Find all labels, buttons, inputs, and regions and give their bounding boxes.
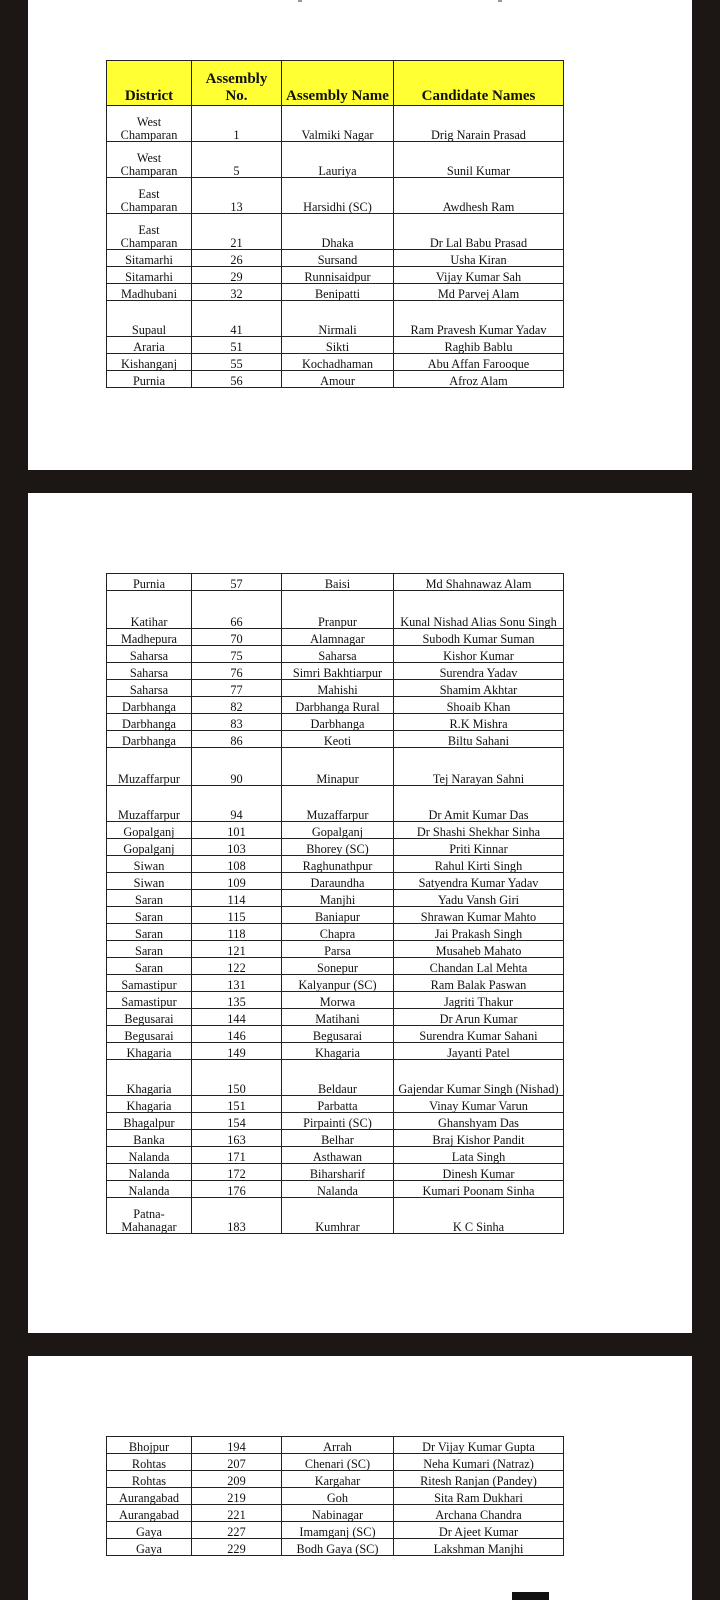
cell-assembly-name: Valmiki Nagar xyxy=(282,106,394,142)
scan-artifact xyxy=(512,1592,549,1600)
cell-assembly-name: Dhaka xyxy=(282,214,394,250)
table-row xyxy=(107,337,564,354)
cell-district: Gaya xyxy=(107,1539,192,1556)
table-row xyxy=(107,958,564,975)
header-district: District xyxy=(107,61,192,106)
candidate-table-page-2 xyxy=(106,573,564,1234)
cell-assembly-no: 144 xyxy=(192,1009,282,1026)
cell-assembly-no: 55 xyxy=(192,354,282,371)
cell-candidate-name: Ram Balak Paswan xyxy=(394,975,564,992)
cell-district: Purnia xyxy=(107,574,192,591)
cell-district: Katihar xyxy=(107,591,192,629)
cell-district: Aurangabad xyxy=(107,1505,192,1522)
cell-candidate-name: Shrawan Kumar Mahto xyxy=(394,907,564,924)
header-candidate-names: Candidate Names xyxy=(394,61,564,106)
table-row xyxy=(107,1437,564,1454)
header-assembly-name: Assembly Name xyxy=(282,61,394,106)
cell-assembly-no: 122 xyxy=(192,958,282,975)
cell-assembly-no: 207 xyxy=(192,1454,282,1471)
cell-assembly-no: 94 xyxy=(192,786,282,822)
cell-district: East Champaran xyxy=(107,214,192,250)
cell-candidate-name: Jagriti Thakur xyxy=(394,992,564,1009)
cell-assembly-name: Manjhi xyxy=(282,890,394,907)
cell-assembly-no: 101 xyxy=(192,822,282,839)
cell-district: Saran xyxy=(107,958,192,975)
table-body xyxy=(107,1437,564,1556)
table-row xyxy=(107,284,564,301)
cell-assembly-name: Kargahar xyxy=(282,1471,394,1488)
cell-district: Sitamarhi xyxy=(107,250,192,267)
table-row xyxy=(107,731,564,748)
cell-district: Darbhanga xyxy=(107,714,192,731)
table-row xyxy=(107,354,564,371)
document-page-3 xyxy=(28,1356,692,1600)
document-page-2 xyxy=(28,493,692,1333)
cell-candidate-name: Jai Prakash Singh xyxy=(394,924,564,941)
cell-district: Banka xyxy=(107,1130,192,1147)
cell-assembly-no: 146 xyxy=(192,1026,282,1043)
cell-candidate-name: Vinay Kumar Varun xyxy=(394,1096,564,1113)
table-row xyxy=(107,941,564,958)
cell-assembly-name: Asthawan xyxy=(282,1147,394,1164)
cell-candidate-name: Abu Affan Farooque xyxy=(394,354,564,371)
cell-assembly-no: 150 xyxy=(192,1060,282,1096)
cell-assembly-name: Amour xyxy=(282,371,394,388)
cell-assembly-name: Nirmali xyxy=(282,301,394,337)
cell-candidate-name: Rahul Kirti Singh xyxy=(394,856,564,873)
cell-candidate-name: Md Parvej Alam xyxy=(394,284,564,301)
cell-district: Purnia xyxy=(107,371,192,388)
cell-candidate-name: Afroz Alam xyxy=(394,371,564,388)
cell-candidate-name: Vijay Kumar Sah xyxy=(394,267,564,284)
cell-assembly-no: 103 xyxy=(192,839,282,856)
cell-assembly-no: 32 xyxy=(192,284,282,301)
table-body xyxy=(107,574,564,1234)
table-row xyxy=(107,1130,564,1147)
table-row xyxy=(107,839,564,856)
table-row xyxy=(107,178,564,214)
cell-district: Rohtas xyxy=(107,1454,192,1471)
cell-assembly-no: 75 xyxy=(192,646,282,663)
cell-assembly-no: 82 xyxy=(192,697,282,714)
cell-assembly-no: 154 xyxy=(192,1113,282,1130)
cell-assembly-name: Chapra xyxy=(282,924,394,941)
cell-assembly-no: 172 xyxy=(192,1164,282,1181)
cell-assembly-no: 41 xyxy=(192,301,282,337)
cell-assembly-no: 121 xyxy=(192,941,282,958)
cell-district: Sitamarhi xyxy=(107,267,192,284)
cell-assembly-no: 227 xyxy=(192,1522,282,1539)
cell-district: Araria xyxy=(107,337,192,354)
cell-district: Patna- Mahanagar xyxy=(107,1198,192,1234)
cell-candidate-name: Sunil Kumar xyxy=(394,142,564,178)
cell-assembly-no: 151 xyxy=(192,1096,282,1113)
table-row xyxy=(107,786,564,822)
cell-assembly-no: 183 xyxy=(192,1198,282,1234)
cell-assembly-no: 115 xyxy=(192,907,282,924)
table-row xyxy=(107,714,564,731)
cell-district: Saharsa xyxy=(107,646,192,663)
cell-assembly-no: 66 xyxy=(192,591,282,629)
cell-assembly-no: 5 xyxy=(192,142,282,178)
table-row xyxy=(107,142,564,178)
cell-district: Muzaffarpur xyxy=(107,748,192,786)
cell-assembly-name: Begusarai xyxy=(282,1026,394,1043)
cell-district: Bhojpur xyxy=(107,1437,192,1454)
cell-candidate-name: Dr Arun Kumar xyxy=(394,1009,564,1026)
cell-assembly-name: Matihani xyxy=(282,1009,394,1026)
cell-assembly-name: Kalyanpur (SC) xyxy=(282,975,394,992)
cell-candidate-name: Ghanshyam Das xyxy=(394,1113,564,1130)
cell-assembly-no: 86 xyxy=(192,731,282,748)
cell-assembly-name: Daraundha xyxy=(282,873,394,890)
table-header-row xyxy=(107,61,564,106)
cell-candidate-name: Kunal Nishad Alias Sonu Singh xyxy=(394,591,564,629)
cell-assembly-name: Khagaria xyxy=(282,1043,394,1060)
table-row xyxy=(107,1009,564,1026)
table-row xyxy=(107,1522,564,1539)
table-row xyxy=(107,1060,564,1096)
cell-district: Aurangabad xyxy=(107,1488,192,1505)
scan-mark xyxy=(298,0,302,2)
cell-candidate-name: Surendra Kumar Sahani xyxy=(394,1026,564,1043)
table-row xyxy=(107,214,564,250)
candidate-table-page-3 xyxy=(106,1436,564,1556)
cell-assembly-name: Bodh Gaya (SC) xyxy=(282,1539,394,1556)
cell-candidate-name: Kumari Poonam Sinha xyxy=(394,1181,564,1198)
cell-candidate-name: Dr Vijay Kumar Gupta xyxy=(394,1437,564,1454)
cell-candidate-name: Shamim Akhtar xyxy=(394,680,564,697)
table-row xyxy=(107,697,564,714)
cell-assembly-name: Nalanda xyxy=(282,1181,394,1198)
table-row xyxy=(107,975,564,992)
table-row xyxy=(107,1181,564,1198)
cell-assembly-no: 70 xyxy=(192,629,282,646)
cell-candidate-name: Sita Ram Dukhari xyxy=(394,1488,564,1505)
cell-assembly-no: 51 xyxy=(192,337,282,354)
cell-district: Saharsa xyxy=(107,680,192,697)
cell-candidate-name: Dr Ajeet Kumar xyxy=(394,1522,564,1539)
table-row xyxy=(107,250,564,267)
header-assembly-no: Assembly No. xyxy=(192,61,282,106)
table-row xyxy=(107,106,564,142)
cell-assembly-name: Harsidhi (SC) xyxy=(282,178,394,214)
cell-candidate-name: R.K Mishra xyxy=(394,714,564,731)
cell-district: Nalanda xyxy=(107,1147,192,1164)
cell-candidate-name: Dr Amit Kumar Das xyxy=(394,786,564,822)
cell-assembly-name: Benipatti xyxy=(282,284,394,301)
cell-assembly-no: 209 xyxy=(192,1471,282,1488)
cell-candidate-name: Shoaib Khan xyxy=(394,697,564,714)
cell-district: Begusarai xyxy=(107,1009,192,1026)
cell-candidate-name: Musaheb Mahato xyxy=(394,941,564,958)
cell-candidate-name: Surendra Yadav xyxy=(394,663,564,680)
table-row xyxy=(107,1454,564,1471)
table-row xyxy=(107,856,564,873)
table-row xyxy=(107,1096,564,1113)
cell-district: Saran xyxy=(107,907,192,924)
cell-assembly-no: 194 xyxy=(192,1437,282,1454)
table-row xyxy=(107,748,564,786)
cell-assembly-name: Mahishi xyxy=(282,680,394,697)
table-row xyxy=(107,1198,564,1234)
table-row xyxy=(107,873,564,890)
cell-district: Saran xyxy=(107,924,192,941)
cell-assembly-no: 135 xyxy=(192,992,282,1009)
table-row xyxy=(107,1043,564,1060)
cell-assembly-name: Darbhanga Rural xyxy=(282,697,394,714)
cell-candidate-name: Chandan Lal Mehta xyxy=(394,958,564,975)
cell-assembly-name: Lauriya xyxy=(282,142,394,178)
table-row xyxy=(107,1505,564,1522)
cell-candidate-name: Lata Singh xyxy=(394,1147,564,1164)
cell-candidate-name: Biltu Sahani xyxy=(394,731,564,748)
cell-candidate-name: K C Sinha xyxy=(394,1198,564,1234)
cell-district: Samastipur xyxy=(107,975,192,992)
cell-assembly-name: Kumhrar xyxy=(282,1198,394,1234)
cell-district: Saran xyxy=(107,890,192,907)
cell-assembly-name: Raghunathpur xyxy=(282,856,394,873)
table-row xyxy=(107,629,564,646)
cell-assembly-no: 219 xyxy=(192,1488,282,1505)
cell-assembly-no: 176 xyxy=(192,1181,282,1198)
cell-assembly-name: Baniapur xyxy=(282,907,394,924)
cell-district: Saharsa xyxy=(107,663,192,680)
table-row xyxy=(107,680,564,697)
cell-assembly-no: 90 xyxy=(192,748,282,786)
cell-district: Saran xyxy=(107,941,192,958)
cell-assembly-no: 21 xyxy=(192,214,282,250)
table-row xyxy=(107,371,564,388)
cell-district: Gopalganj xyxy=(107,822,192,839)
cell-assembly-name: Belhar xyxy=(282,1130,394,1147)
cell-assembly-no: 109 xyxy=(192,873,282,890)
cell-candidate-name: Subodh Kumar Suman xyxy=(394,629,564,646)
cell-assembly-no: 118 xyxy=(192,924,282,941)
table-body xyxy=(107,106,564,388)
cell-assembly-name: Pirpainti (SC) xyxy=(282,1113,394,1130)
table-row xyxy=(107,591,564,629)
cell-candidate-name: Raghib Bablu xyxy=(394,337,564,354)
cell-assembly-name: Morwa xyxy=(282,992,394,1009)
cell-assembly-no: 229 xyxy=(192,1539,282,1556)
cell-assembly-name: Kochadhaman xyxy=(282,354,394,371)
cell-district: Siwan xyxy=(107,856,192,873)
cell-candidate-name: Jayanti Patel xyxy=(394,1043,564,1060)
cell-assembly-name: Biharsharif xyxy=(282,1164,394,1181)
cell-assembly-name: Muzaffarpur xyxy=(282,786,394,822)
cell-district: Madhepura xyxy=(107,629,192,646)
cell-assembly-name: Minapur xyxy=(282,748,394,786)
cell-assembly-name: Beldaur xyxy=(282,1060,394,1096)
cell-candidate-name: Braj Kishor Pandit xyxy=(394,1130,564,1147)
cell-assembly-no: 163 xyxy=(192,1130,282,1147)
scan-mark xyxy=(498,0,502,2)
cell-assembly-no: 1 xyxy=(192,106,282,142)
table-row xyxy=(107,1147,564,1164)
table-row xyxy=(107,1488,564,1505)
table-row xyxy=(107,907,564,924)
cell-district: Madhubani xyxy=(107,284,192,301)
cell-assembly-no: 26 xyxy=(192,250,282,267)
cell-district: Bhagalpur xyxy=(107,1113,192,1130)
cell-candidate-name: Dr Shashi Shekhar Sinha xyxy=(394,822,564,839)
cell-district: Samastipur xyxy=(107,992,192,1009)
table-row xyxy=(107,646,564,663)
cell-assembly-name: Arrah xyxy=(282,1437,394,1454)
cell-district: Darbhanga xyxy=(107,697,192,714)
cell-district: Gopalganj xyxy=(107,839,192,856)
document-page-1 xyxy=(28,0,692,470)
cell-district: Supaul xyxy=(107,301,192,337)
cell-assembly-name: Nabinagar xyxy=(282,1505,394,1522)
cell-assembly-name: Sikti xyxy=(282,337,394,354)
cell-assembly-no: 114 xyxy=(192,890,282,907)
cell-candidate-name: Archana Chandra xyxy=(394,1505,564,1522)
cell-district: Gaya xyxy=(107,1522,192,1539)
table-row xyxy=(107,924,564,941)
cell-assembly-name: Baisi xyxy=(282,574,394,591)
cell-candidate-name: Lakshman Manjhi xyxy=(394,1539,564,1556)
cell-district: Kishanganj xyxy=(107,354,192,371)
table-row xyxy=(107,574,564,591)
cell-assembly-no: 149 xyxy=(192,1043,282,1060)
cell-assembly-no: 56 xyxy=(192,371,282,388)
table-row xyxy=(107,1113,564,1130)
cell-assembly-no: 76 xyxy=(192,663,282,680)
cell-district: Khagaria xyxy=(107,1096,192,1113)
cell-district: Nalanda xyxy=(107,1181,192,1198)
cell-assembly-no: 171 xyxy=(192,1147,282,1164)
cell-candidate-name: Satyendra Kumar Yadav xyxy=(394,873,564,890)
cell-district: Darbhanga xyxy=(107,731,192,748)
table-row xyxy=(107,822,564,839)
table-row xyxy=(107,1539,564,1556)
cell-candidate-name: Tej Narayan Sahni xyxy=(394,748,564,786)
cell-assembly-no: 77 xyxy=(192,680,282,697)
candidate-table-page-1 xyxy=(106,60,564,388)
cell-assembly-name: Keoti xyxy=(282,731,394,748)
cell-candidate-name: Yadu Vansh Giri xyxy=(394,890,564,907)
table-row xyxy=(107,1026,564,1043)
cell-district: Begusarai xyxy=(107,1026,192,1043)
cell-assembly-name: Sursand xyxy=(282,250,394,267)
cell-assembly-name: Simri Bakhtiarpur xyxy=(282,663,394,680)
cell-candidate-name: Dr Lal Babu Prasad xyxy=(394,214,564,250)
cell-candidate-name: Ram Pravesh Kumar Yadav xyxy=(394,301,564,337)
cell-assembly-no: 131 xyxy=(192,975,282,992)
cell-district: West Champaran xyxy=(107,106,192,142)
cell-assembly-name: Parbatta xyxy=(282,1096,394,1113)
cell-assembly-no: 13 xyxy=(192,178,282,214)
cell-assembly-name: Sonepur xyxy=(282,958,394,975)
cell-assembly-no: 83 xyxy=(192,714,282,731)
cell-candidate-name: Gajendar Kumar Singh (Nishad) xyxy=(394,1060,564,1096)
cell-candidate-name: Kishor Kumar xyxy=(394,646,564,663)
cell-district: Siwan xyxy=(107,873,192,890)
cell-assembly-name: Alamnagar xyxy=(282,629,394,646)
cell-assembly-name: Goh xyxy=(282,1488,394,1505)
table-row xyxy=(107,890,564,907)
cell-district: Rohtas xyxy=(107,1471,192,1488)
cell-candidate-name: Neha Kumari (Natraz) xyxy=(394,1454,564,1471)
cell-assembly-name: Gopalganj xyxy=(282,822,394,839)
table-row xyxy=(107,301,564,337)
cell-assembly-name: Pranpur xyxy=(282,591,394,629)
cell-district: Nalanda xyxy=(107,1164,192,1181)
table-row xyxy=(107,1164,564,1181)
cell-candidate-name: Md Shahnawaz Alam xyxy=(394,574,564,591)
cell-assembly-no: 29 xyxy=(192,267,282,284)
cell-district: West Champaran xyxy=(107,142,192,178)
cell-district: East Champaran xyxy=(107,178,192,214)
cell-assembly-name: Darbhanga xyxy=(282,714,394,731)
cell-assembly-name: Saharsa xyxy=(282,646,394,663)
cell-assembly-name: Imamganj (SC) xyxy=(282,1522,394,1539)
table-row xyxy=(107,992,564,1009)
cell-district: Muzaffarpur xyxy=(107,786,192,822)
cell-assembly-no: 57 xyxy=(192,574,282,591)
cell-assembly-name: Parsa xyxy=(282,941,394,958)
cell-assembly-name: Bhorey (SC) xyxy=(282,839,394,856)
cell-candidate-name: Ritesh Ranjan (Pandey) xyxy=(394,1471,564,1488)
cell-assembly-name: Runnisaidpur xyxy=(282,267,394,284)
cell-candidate-name: Usha Kiran xyxy=(394,250,564,267)
table-row xyxy=(107,1471,564,1488)
cell-assembly-no: 221 xyxy=(192,1505,282,1522)
cell-candidate-name: Drig Narain Prasad xyxy=(394,106,564,142)
cell-candidate-name: Dinesh Kumar xyxy=(394,1164,564,1181)
table-row xyxy=(107,663,564,680)
table-row xyxy=(107,267,564,284)
cell-assembly-name: Chenari (SC) xyxy=(282,1454,394,1471)
cell-assembly-no: 108 xyxy=(192,856,282,873)
cell-candidate-name: Awdhesh Ram xyxy=(394,178,564,214)
cell-district: Khagaria xyxy=(107,1043,192,1060)
cell-district: Khagaria xyxy=(107,1060,192,1096)
cell-candidate-name: Priti Kinnar xyxy=(394,839,564,856)
